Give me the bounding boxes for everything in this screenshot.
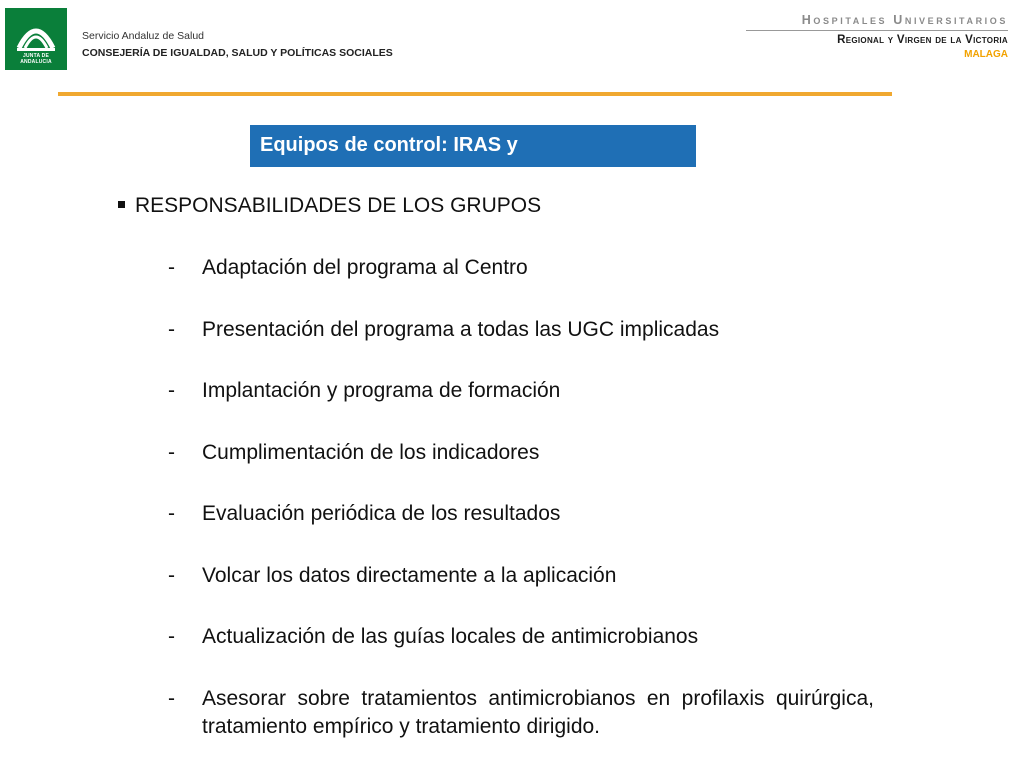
org-line-2: CONSEJERÍA DE IGUALDAD, SALUD Y POLÍTICAS SOCIALES	[82, 47, 393, 59]
list-item: - Cumplimentación de los indicadores	[168, 440, 540, 464]
hospital-brand	[746, 13, 1008, 60]
list-item-text: Actualización de las guías locales de antimicrobianos	[202, 625, 699, 648]
hospital-divider	[746, 30, 1008, 31]
list-item: - Implantación y programa de formación	[168, 379, 561, 402]
list-item: - Presentación del programa a todas las UGC implicadas	[168, 317, 720, 341]
list-item-text: Implantación y programa de formación	[202, 379, 561, 402]
list-item-text: Asesorar sobre tratamientos antimicrobianos en profilaxis quirúrgica, tratamiento empírico y tratamiento dirigido.	[202, 686, 874, 738]
list-item-text: Adaptación del programa al Centro	[202, 256, 528, 279]
list-item-text: Volcar los datos directamente a la aplicación	[202, 563, 617, 587]
header-divider	[58, 92, 892, 96]
hospital-line-1: Hospitales Universitarios	[801, 13, 1008, 27]
section-heading-text: RESPONSABILIDADES DE LOS GRUPOS	[135, 194, 542, 217]
logo-caption: JUNTA DE ANDALUCIA	[20, 53, 52, 65]
list-item: - Adaptación del programa al Centro	[168, 256, 528, 279]
list-item: - Actualización de las guías locales de antimicrobianos	[168, 625, 699, 648]
junta-andalucia-logo	[5, 8, 67, 70]
responsibilities-list	[168, 254, 874, 774]
list-item: - Evaluación periódica de los resultados	[168, 502, 561, 525]
hospital-line-2: Regional y Virgen de la Victoria	[837, 34, 1008, 46]
organization-name	[82, 30, 393, 59]
slide-title: Equipos de control: IRAS y	[250, 125, 696, 167]
list-item-text: Cumplimentación de los indicadores	[202, 440, 540, 464]
list-item-text: Evaluación periódica de los resultados	[202, 502, 561, 525]
list-item: - Volcar los datos directamente a la aplicación	[168, 563, 617, 587]
org-line-1: Servicio Andaluz de Salud	[82, 30, 204, 42]
square-bullet-icon	[118, 201, 125, 208]
section-heading	[118, 194, 541, 218]
list-item-text: Presentación del programa a todas las UGC implicadas	[202, 317, 720, 341]
list-item: - Asesorar sobre tratamientos antimicrobianos en profilaxis quirúrgica, tratamiento empírico y tratamiento dirigido.	[168, 685, 874, 741]
hospital-line-3: MALAGA	[964, 49, 1008, 60]
